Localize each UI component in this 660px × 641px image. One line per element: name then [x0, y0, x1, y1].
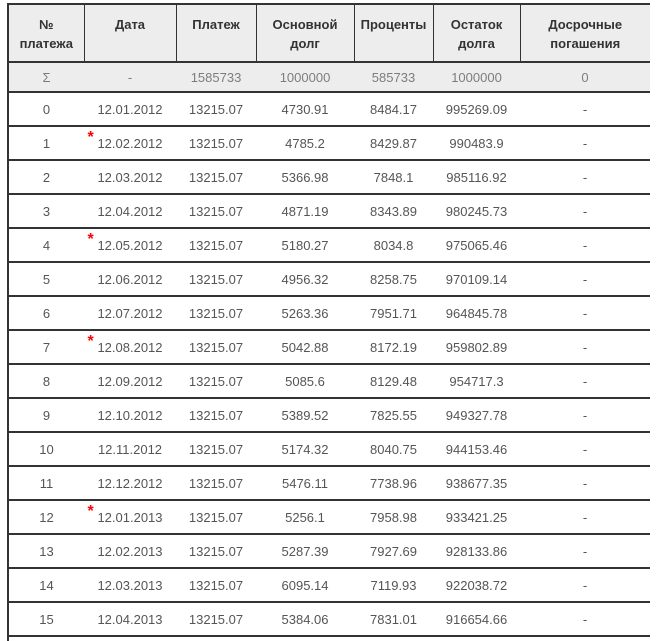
cell-principal: 5042.88 — [256, 330, 354, 364]
cell-payment: 13215.07 — [176, 330, 256, 364]
date-wrap — [97, 612, 162, 627]
cell-payment: 13215.07 — [176, 398, 256, 432]
cell-payment-number: 0 — [8, 92, 84, 126]
cell-balance: 944153.46 — [433, 432, 520, 466]
col-header-payment: Платеж — [176, 4, 256, 62]
cell-date — [84, 194, 176, 228]
cell-early: - — [520, 602, 650, 636]
cell-payment-number: 1 — [8, 126, 84, 160]
cell-interest: 7119.93 — [354, 568, 433, 602]
cell-principal: 5180.27 — [256, 228, 354, 262]
cell-balance: 985116.92 — [433, 160, 520, 194]
cell-balance: 964845.78 — [433, 296, 520, 330]
cell-payment-number: 8 — [8, 364, 84, 398]
cell-balance: 916654.66 — [433, 602, 520, 636]
summary-payment: 1585733 — [176, 62, 256, 92]
date-text: 12.02.2013 — [97, 543, 163, 559]
cell-balance: 938677.35 — [433, 466, 520, 500]
cell-principal: 5384.06 — [256, 602, 354, 636]
cell-payment-number: 2 — [8, 160, 84, 194]
col-header-payment-number: № платежа — [8, 4, 84, 62]
cell-principal: 5174.32 — [256, 432, 354, 466]
summary-balance: 1000000 — [433, 62, 520, 92]
cell-date — [84, 398, 176, 432]
cell-interest: 8129.48 — [354, 364, 433, 398]
cell-payment-number: 15 — [8, 602, 84, 636]
table-header — [8, 4, 650, 62]
col-header-date: Дата — [84, 4, 176, 62]
date-wrap — [98, 442, 162, 457]
cell-early: - — [520, 568, 650, 602]
cell-interest: 8040.75 — [354, 432, 433, 466]
date-text: 12.05.2012 — [97, 237, 163, 253]
cell-principal: 5476.11 — [256, 466, 354, 500]
cell-early: - — [520, 296, 650, 330]
table-row — [8, 92, 650, 126]
date-wrap — [87, 332, 163, 355]
table-row — [8, 364, 650, 398]
payment-schedule-table-wrap — [7, 3, 650, 641]
date-wrap — [97, 578, 162, 593]
summary-row — [8, 62, 650, 92]
date-wrap — [97, 306, 162, 321]
date-text: 12.08.2012 — [97, 339, 163, 355]
cell-date — [84, 602, 176, 636]
cell-balance: 990483.9 — [433, 126, 520, 160]
cell-payment-number: 4 — [8, 228, 84, 262]
date-text: 12.03.2013 — [97, 577, 163, 593]
cell-date — [84, 92, 176, 126]
cell-date — [84, 126, 176, 160]
cell-interest: 7958.98 — [354, 500, 433, 534]
cell-principal: 5263.36 — [256, 296, 354, 330]
date-text: 12.01.2012 — [97, 101, 163, 117]
date-text: 12.10.2012 — [97, 407, 163, 423]
cell-payment: 13215.07 — [176, 262, 256, 296]
cell-payment: 13215.07 — [176, 432, 256, 466]
cell-early: - — [520, 466, 650, 500]
cell-interest: 8172.19 — [354, 330, 433, 364]
cell-interest: 8034.8 — [354, 228, 433, 262]
cell-principal: 5256.1 — [256, 500, 354, 534]
cell-payment: 13215.07 — [176, 534, 256, 568]
table-row — [8, 296, 650, 330]
early-payment-star: * — [87, 332, 94, 350]
table-row — [8, 160, 650, 194]
date-wrap — [97, 204, 162, 219]
cell-principal: 4785.2 — [256, 126, 354, 160]
cell-balance: 922038.72 — [433, 568, 520, 602]
early-payment-star: * — [87, 230, 94, 248]
cell-early: - — [520, 398, 650, 432]
cell-early: - — [520, 92, 650, 126]
date-text: 12.03.2012 — [97, 169, 163, 185]
cell-payment: 13215.07 — [176, 466, 256, 500]
summary-principal: 1000000 — [256, 62, 354, 92]
cell-principal: 6095.14 — [256, 568, 354, 602]
table-row — [8, 568, 650, 602]
cell-early: - — [520, 534, 650, 568]
cell-date — [84, 296, 176, 330]
table-row — [8, 262, 650, 296]
cell-interest: 8258.75 — [354, 262, 433, 296]
cell-payment: 13215.07 — [176, 296, 256, 330]
cell-principal: 5389.52 — [256, 398, 354, 432]
cell-payment: 13215.07 — [176, 602, 256, 636]
cell-date — [84, 466, 176, 500]
cell-early: - — [520, 228, 650, 262]
cell-interest: 7927.69 — [354, 534, 433, 568]
date-wrap — [97, 374, 162, 389]
cell-balance: 928133.86 — [433, 534, 520, 568]
date-text: 12.12.2012 — [97, 475, 163, 491]
table-row — [8, 466, 650, 500]
cell-early: - — [520, 500, 650, 534]
cell-early: - — [520, 194, 650, 228]
cell-early: - — [520, 262, 650, 296]
cell-early: - — [520, 330, 650, 364]
cell-principal: 4956.32 — [256, 262, 354, 296]
date-wrap — [97, 408, 162, 423]
date-text: 12.07.2012 — [97, 305, 163, 321]
date-wrap — [87, 128, 163, 151]
cell-payment-number: 7 — [8, 330, 84, 364]
cell-payment-number: 13 — [8, 534, 84, 568]
summary-sigma: Σ — [8, 62, 84, 92]
date-text: 12.09.2012 — [97, 373, 163, 389]
cell-payment: 13215.07 — [176, 160, 256, 194]
cell-interest: 7738.96 — [354, 466, 433, 500]
date-text: 12.11.2012 — [97, 441, 163, 457]
col-header-principal: Основной долг — [256, 4, 354, 62]
cell-payment: 13215.07 — [176, 568, 256, 602]
cell-payment-number: 5 — [8, 262, 84, 296]
table-row — [8, 330, 650, 364]
summary-date: - — [84, 62, 176, 92]
cell-interest: 8343.89 — [354, 194, 433, 228]
date-wrap — [97, 544, 162, 559]
date-wrap — [97, 272, 162, 287]
payment-rows — [8, 62, 650, 641]
cell-payment-number: 12 — [8, 500, 84, 534]
cell-early: - — [520, 160, 650, 194]
cell-payment: 13215.07 — [176, 228, 256, 262]
cell-early: - — [520, 364, 650, 398]
cell-interest: 8484.17 — [354, 92, 433, 126]
table-row — [8, 602, 650, 636]
table-row — [8, 500, 650, 534]
date-wrap — [97, 170, 162, 185]
cell-balance: 980245.73 — [433, 194, 520, 228]
cell-date — [84, 228, 176, 262]
cell-interest: 7831.01 — [354, 602, 433, 636]
cell-balance: 954717.3 — [433, 364, 520, 398]
cell-date — [84, 160, 176, 194]
cell-payment-number: 3 — [8, 194, 84, 228]
date-text: 12.04.2012 — [97, 203, 163, 219]
col-header-early-repayments: Досрочные погашения — [520, 4, 650, 62]
cell-payment-number: 10 — [8, 432, 84, 466]
cell-payment-number: 14 — [8, 568, 84, 602]
table-row — [8, 194, 650, 228]
cell-balance: 933421.25 — [433, 500, 520, 534]
cell-balance: 975065.46 — [433, 228, 520, 262]
payment-schedule-table — [7, 3, 650, 641]
cell-balance: 995269.09 — [433, 92, 520, 126]
cell-early: - — [520, 126, 650, 160]
cell-principal: 5085.6 — [256, 364, 354, 398]
summary-interest: 585733 — [354, 62, 433, 92]
table-row — [8, 432, 650, 466]
cell-interest: 7951.71 — [354, 296, 433, 330]
date-wrap — [97, 476, 162, 491]
col-header-interest: Проценты — [354, 4, 433, 62]
date-text: 12.01.2013 — [97, 509, 163, 525]
cell-balance: 949327.78 — [433, 398, 520, 432]
col-header-balance: Остаток долга — [433, 4, 520, 62]
cell-date — [84, 330, 176, 364]
cell-interest: 8429.87 — [354, 126, 433, 160]
cell-payment-number: 11 — [8, 466, 84, 500]
summary-early: 0 — [520, 62, 650, 92]
table-row — [8, 534, 650, 568]
partial-row — [8, 636, 650, 641]
cell-date — [84, 262, 176, 296]
cell-interest: 7848.1 — [354, 160, 433, 194]
cell-payment-number: 9 — [8, 398, 84, 432]
cell-payment: 13215.07 — [176, 364, 256, 398]
cell-principal: 5287.39 — [256, 534, 354, 568]
table-row — [8, 126, 650, 160]
date-wrap — [87, 502, 163, 525]
header-row — [8, 4, 650, 62]
cell-early: - — [520, 432, 650, 466]
date-wrap — [87, 230, 163, 253]
cell-interest: 7825.55 — [354, 398, 433, 432]
cell-date — [84, 534, 176, 568]
cell-principal: 5366.98 — [256, 160, 354, 194]
cell-date — [84, 568, 176, 602]
cell-date — [84, 364, 176, 398]
date-text: 12.04.2013 — [97, 611, 163, 627]
cell-payment: 13215.07 — [176, 500, 256, 534]
cell-balance: 970109.14 — [433, 262, 520, 296]
cell-payment: 13215.07 — [176, 194, 256, 228]
cell-payment: 13215.07 — [176, 126, 256, 160]
early-payment-star: * — [87, 502, 94, 520]
table-row — [8, 398, 650, 432]
date-text: 12.02.2012 — [97, 135, 163, 151]
early-payment-star: * — [87, 128, 94, 146]
cell-date — [84, 432, 176, 466]
cell-principal: 4730.91 — [256, 92, 354, 126]
cell-principal: 4871.19 — [256, 194, 354, 228]
cell-payment-number: 6 — [8, 296, 84, 330]
cell-date — [84, 500, 176, 534]
table-row — [8, 228, 650, 262]
cell-payment: 13215.07 — [176, 92, 256, 126]
date-text: 12.06.2012 — [97, 271, 163, 287]
date-wrap — [97, 102, 162, 117]
cell-balance: 959802.89 — [433, 330, 520, 364]
